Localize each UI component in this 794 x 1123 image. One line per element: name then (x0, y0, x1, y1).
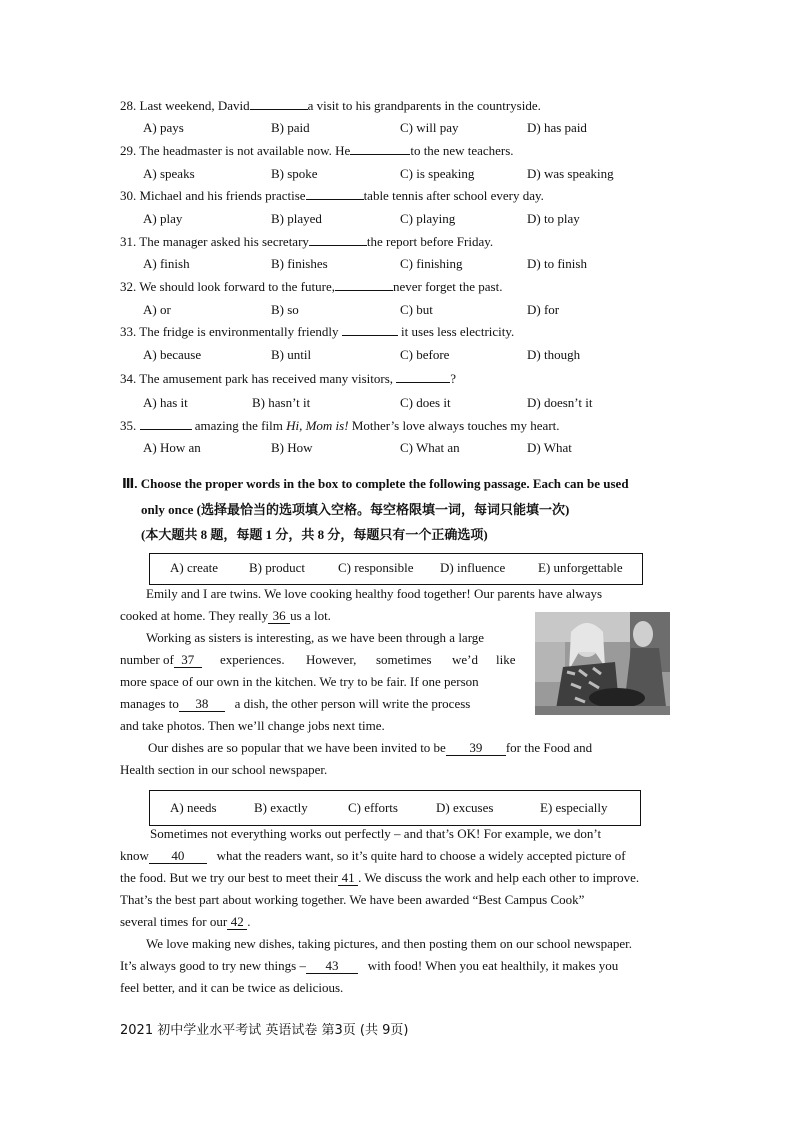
options-35 (143, 439, 703, 457)
blank-39: 39 (446, 741, 506, 756)
option: B) finishes (271, 256, 328, 271)
passage-line: manages to 38 a dish, the other person will write the process (120, 696, 471, 711)
option: C) What an (400, 440, 460, 455)
answer-blank (306, 187, 364, 200)
option: C) but (400, 302, 433, 317)
option: C) does it (400, 395, 451, 410)
section-scoring-note: (本大题共 8 题，每题 1 分，共 8 分，每题只有一个正确选项) (141, 527, 488, 542)
word-option: D) influence (440, 560, 506, 575)
question-31: 31. The manager asked his secretary the report before Friday. (120, 234, 494, 249)
answer-blank (396, 370, 450, 383)
question-28: 28. Last weekend, David a visit to his grandparents in the countryside. (120, 98, 541, 113)
option: D) though (527, 347, 581, 362)
word-option: A) create (170, 560, 218, 575)
option: D) for (527, 302, 560, 317)
options-28 (143, 119, 703, 137)
option: B) so (271, 302, 299, 317)
passage-line: That’s the best part about working together. We have been awarded “Best Campus Cook” (120, 892, 585, 907)
question-32: 32. We should look forward to the future, never forget the past. (120, 279, 503, 294)
blank-42: 42 (227, 915, 247, 930)
blank-36: 36 (268, 609, 290, 624)
option: C) will pay (400, 120, 459, 135)
options-32 (143, 301, 703, 319)
word-option: E) unforgettable (538, 560, 623, 575)
option: A) has it (143, 395, 188, 410)
options-33 (143, 346, 703, 364)
section-heading: Ⅲ. Choose the proper words in the box to complete the following passage. Each can be used (122, 476, 629, 491)
options-29 (143, 165, 703, 183)
passage-line: number of 37 experiences. However, sometimes we’d like (120, 652, 516, 667)
blank-38: 38 (179, 697, 225, 712)
section-instruction: only once (选择最恰当的选项填入空格。每空格限填一词，每词只能填一次) (141, 502, 570, 517)
option: B) paid (271, 120, 310, 135)
question-29: 29. The headmaster is not available now. He to the new teachers. (120, 143, 514, 158)
passage-line: Health section in our school newspaper. (120, 762, 328, 777)
photo-image (535, 612, 670, 715)
passage-line: know 40 what the readers want, so it’s quite hard to choose a widely accepted picture of (120, 848, 626, 863)
option: D) What (527, 440, 572, 455)
option: C) finishing (400, 256, 463, 271)
option: C) playing (400, 211, 456, 226)
option: A) How an (143, 440, 201, 455)
question-34: 34. The amusement park has received many visitors, ? (120, 371, 457, 386)
option: A) because (143, 347, 202, 362)
option: D) has paid (527, 120, 587, 135)
option: A) or (143, 302, 171, 317)
word-box-2 (149, 790, 641, 826)
options-30 (143, 210, 703, 228)
answer-blank (140, 417, 192, 430)
option: B) spoke (271, 166, 318, 181)
passage-line: We love making new dishes, taking pictures, and then posting them on our school newspaper. (146, 936, 632, 951)
passage-line: cooked at home. They really 36 us a lot. (120, 608, 331, 623)
option: B) played (271, 211, 322, 226)
passage-line: several times for our 42 . (120, 914, 251, 929)
option: A) speaks (143, 166, 195, 181)
option: A) finish (143, 256, 190, 271)
option: C) is speaking (400, 166, 475, 181)
word-option: E) especially (540, 800, 608, 815)
blank-41: 41 (338, 871, 358, 886)
passage-line: more space of our own in the kitchen. We try to be fair. If one person (120, 674, 479, 689)
word-option: C) efforts (348, 800, 398, 815)
word-option: A) needs (170, 800, 217, 815)
option: A) play (143, 211, 183, 226)
option: D) was speaking (527, 166, 614, 181)
option: B) until (271, 347, 312, 362)
passage-line: the food. But we try our best to meet their 41 . We discuss the work and help each other to improve. (120, 870, 640, 885)
sisters-cooking-photo (535, 612, 670, 715)
passage-line: feel better, and it can be twice as delicious. (120, 980, 344, 995)
word-option: B) product (249, 560, 305, 575)
options-31 (143, 255, 703, 273)
option: B) hasn’t it (252, 395, 311, 410)
answer-blank (350, 142, 410, 155)
word-option: B) exactly (254, 800, 308, 815)
options-34 (143, 394, 703, 412)
question-33: 33. The fridge is environmentally friendly it uses less electricity. (120, 324, 515, 339)
option: A) pays (143, 120, 184, 135)
option: D) to finish (527, 256, 587, 271)
page-footer: 2021 初中学业水平考试 英语试卷 第3页 (共 9页) (120, 1023, 409, 1038)
option: B) How (271, 440, 313, 455)
passage-line: Emily and I are twins. We love cooking healthy food together! Our parents have always (146, 586, 603, 601)
blank-43: 43 (306, 959, 358, 974)
option: C) before (400, 347, 450, 362)
answer-blank (250, 97, 308, 110)
answer-blank (309, 233, 367, 246)
passage-line: Sometimes not everything works out perfectly – and that’s OK! For example, we don’t (150, 826, 602, 841)
answer-blank (342, 323, 398, 336)
passage-line: Working as sisters is interesting, as we have been through a large (146, 630, 485, 645)
passage-line: and take photos. Then we’ll change jobs next time. (120, 718, 385, 733)
question-30: 30. Michael and his friends practise table tennis after school every day. (120, 188, 544, 203)
word-option: D) excuses (436, 800, 494, 815)
option: D) to play (527, 211, 580, 226)
blank-40: 40 (149, 849, 207, 864)
word-option: C) responsible (338, 560, 414, 575)
question-35: 35. amazing the film Hi, Mom is! Mother’s love always touches my heart. (120, 418, 560, 433)
answer-blank (335, 278, 393, 291)
blank-37: 37 (174, 653, 202, 668)
passage-line: It’s always good to try new things – 43 with food! When you eat healthily, it makes you (120, 958, 619, 973)
word-box-1 (149, 553, 643, 585)
option: D) doesn’t it (527, 395, 593, 410)
passage-line: Our dishes are so popular that we have been invited to be 39 for the Food and (148, 740, 593, 755)
